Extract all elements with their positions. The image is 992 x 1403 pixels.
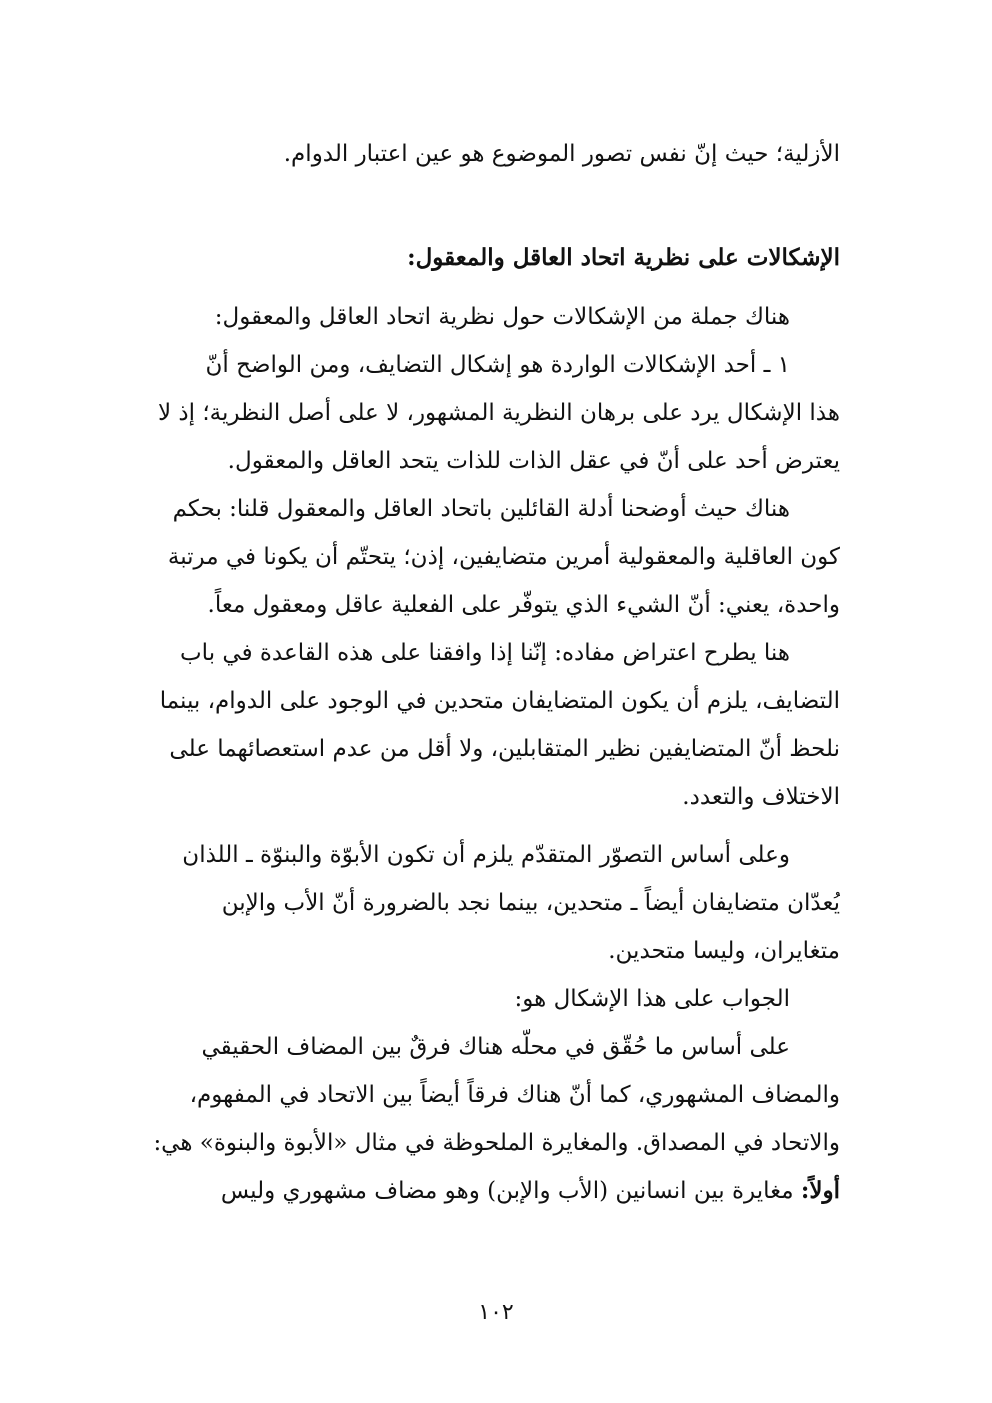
text-line: الاختلاف والتعدد. [682, 784, 840, 810]
first-point-label: أولاً: [800, 1177, 840, 1204]
text-line: متغايران، وليسا متحدين. [608, 938, 840, 964]
text-line: كون العاقلية والمعقولية أمرين متضايفين، إذن؛ يتحتّم أن يكونا في مرتبة [167, 544, 840, 570]
text-line: يعترض أحد على أنّ في عقل الذات للذات يتحد العاقل والمعقول. [227, 448, 840, 474]
text-line: يُعدّان متضايفان أيضاً ـ متحدين، بينما نجد بالضرورة أنّ الأب والإبن [221, 890, 840, 916]
text-line: التضايف، يلزم أن يكون المتضايفان متحدين في الوجود على الدوام، بينما [159, 688, 840, 714]
text-line: هنا يطرح اعتراض مفاده: إنّنا إذا وافقنا على هذه القاعدة في باب [180, 640, 790, 666]
text-line [95, 1167, 840, 1215]
text-line: والاتحاد في المصداق. والمغايرة الملحوظة في مثال «الأبوة والبنوة» هي: [153, 1130, 840, 1156]
text-line: الأزلية؛ حيث إنّ نفس تصور الموضوع هو عين اعتبار الدوام. [283, 141, 840, 167]
paragraph-first-point [95, 1167, 840, 1215]
page-number: ١٠٢ [478, 1300, 514, 1325]
first-point-text: مغايرة بين انسانين (الأب والإبن) وهو مضاف مشهوري وليس [220, 1178, 794, 1204]
text-line: هناك حيث أوضحنا أدلة القائلين باتحاد العاقل والمعقول قلنا: بحكم [172, 496, 790, 522]
paragraph-answer [95, 1023, 840, 1167]
text-line: هناك جملة من الإشكالات حول نظرية اتحاد العاقل والمعقول: [214, 304, 790, 330]
text-line: والمضاف المشهوري، كما أنّ هناك فرقاً أيضاً بين الاتحاد في المفهوم، [189, 1082, 840, 1108]
text-line: ١ ـ أحد الإشكالات الواردة هو إشكال التضايف، ومن الواضح أنّ [205, 352, 790, 378]
text-line: نلحظ أنّ المتضايفين نظير المتقابلين، ولا أقل من عدم استعصائهما على [169, 736, 840, 762]
section-heading: الإشكالات على نظرية اتحاد العاقل والمعقول: [407, 244, 840, 271]
paragraph-intro-problems [95, 293, 840, 341]
paragraph-first-problem [95, 341, 840, 485]
text-line: على أساس ما حُقّق في محلّه هناك فرقٌ بين المضاف الحقيقي [201, 1034, 790, 1060]
text-line: هذا الإشكال يرد على برهان النظرية المشهور، لا على أصل النظرية؛ إذ لا [158, 400, 840, 426]
body-text [95, 293, 840, 1215]
text-line: وعلى أساس التصوّر المتقدّم يلزم أن تكون الأبوّة والبنوّة ـ اللذان [182, 842, 790, 868]
paragraph-explanation [95, 485, 840, 629]
paragraph-fatherhood-example [95, 831, 840, 975]
paragraph-objection [95, 629, 840, 821]
paragraph-answer-intro [95, 975, 840, 1023]
intro-paragraph [95, 130, 840, 178]
text-line: الجواب على هذا الإشكال هو: [514, 986, 790, 1012]
text-line: واحدة، يعني: أنّ الشيء الذي يتوفّر على الفعلية عاقل ومعقول معاً. [207, 592, 840, 618]
